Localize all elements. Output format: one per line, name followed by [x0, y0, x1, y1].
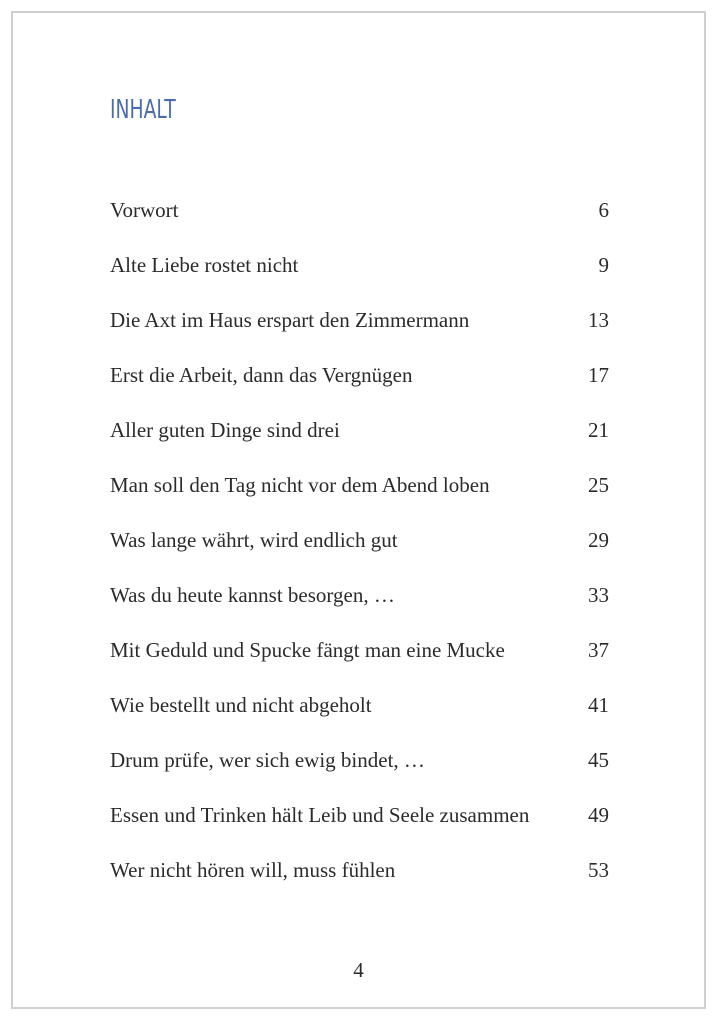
toc-entry-title: Wie bestellt und nicht abgeholt	[110, 693, 372, 717]
toc-entry-title: Vorwort	[110, 198, 179, 222]
toc-entry[interactable]	[110, 623, 609, 678]
toc-entry[interactable]	[110, 183, 609, 238]
toc-entry-page: 25	[588, 473, 609, 497]
toc-entry-page: 9	[598, 253, 609, 277]
toc-entry[interactable]	[110, 568, 609, 623]
toc-entry[interactable]	[110, 678, 609, 733]
toc-entry[interactable]	[110, 458, 609, 513]
toc-entry-page: 6	[598, 198, 609, 222]
toc-entry-title: Die Axt im Haus erspart den Zimmermann	[110, 308, 470, 332]
toc-entry-title: Drum prüfe, wer sich ewig bindet, …	[110, 748, 425, 772]
toc-entry[interactable]	[110, 733, 609, 788]
toc-entry-page: 21	[588, 418, 609, 442]
toc-entry-title: Essen und Trinken hält Leib und Seele zusammen	[110, 803, 530, 827]
toc-entry-page: 53	[588, 858, 609, 882]
toc-entry[interactable]	[110, 403, 609, 458]
toc-entry[interactable]	[110, 348, 609, 403]
toc-entry-page: 33	[588, 583, 609, 607]
toc-entry-title: Aller guten Dinge sind drei	[110, 418, 340, 442]
toc-entry[interactable]	[110, 238, 609, 293]
toc-entry[interactable]	[110, 788, 609, 843]
page-number: 4	[353, 958, 364, 982]
toc-entry[interactable]	[110, 843, 609, 898]
table-of-contents	[110, 183, 609, 898]
toc-entry[interactable]	[110, 513, 609, 568]
toc-entry-page: 41	[588, 693, 609, 717]
toc-entry-title: Man soll den Tag nicht vor dem Abend loben	[110, 473, 490, 497]
toc-heading: INHALT	[110, 95, 176, 125]
toc-entry-page: 45	[588, 748, 609, 772]
toc-entry-page: 17	[588, 363, 609, 387]
toc-entry-title: Was du heute kannst besorgen, …	[110, 583, 395, 607]
toc-entry-page: 13	[588, 308, 609, 332]
toc-entry-title: Mit Geduld und Spucke fängt man eine Mucke	[110, 638, 505, 662]
toc-entry-title: Was lange währt, wird endlich gut	[110, 528, 398, 552]
toc-entry[interactable]	[110, 293, 609, 348]
toc-entry-page: 49	[588, 803, 609, 827]
toc-entry-title: Erst die Arbeit, dann das Vergnügen	[110, 363, 413, 387]
toc-entry-page: 29	[588, 528, 609, 552]
toc-entry-page: 37	[588, 638, 609, 662]
toc-entry-title: Alte Liebe rostet nicht	[110, 253, 299, 277]
toc-entry-title: Wer nicht hören will, muss fühlen	[110, 858, 396, 882]
